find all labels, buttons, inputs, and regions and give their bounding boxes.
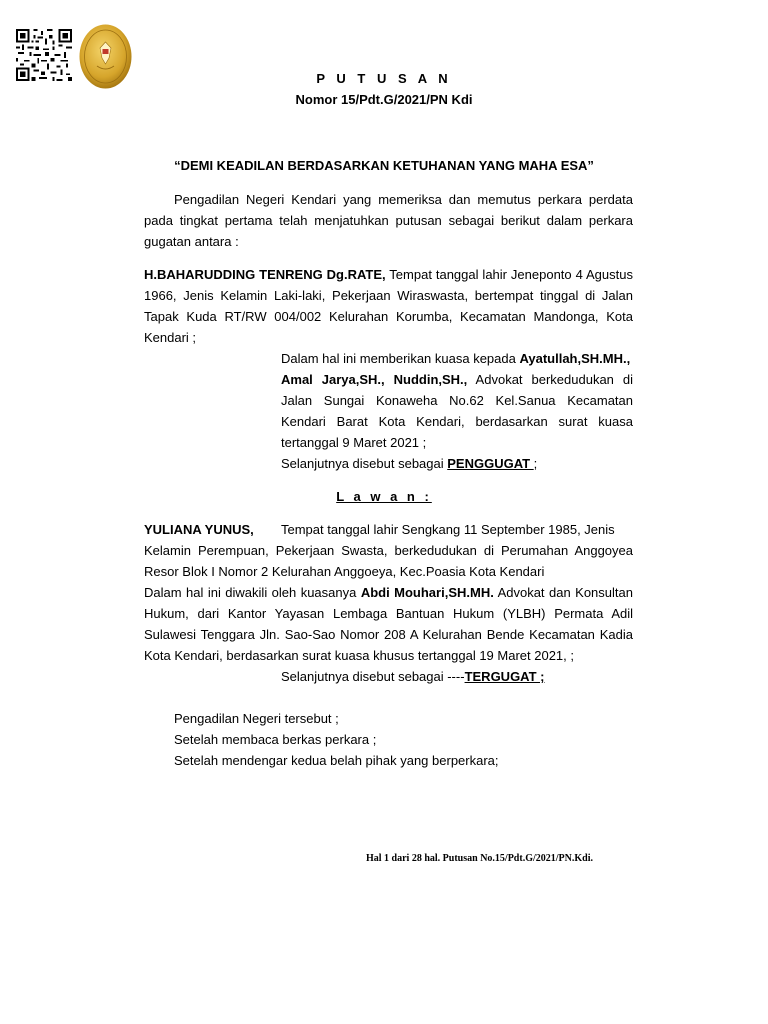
defendant-counsel-line: Dalam hal ini diwakili oleh kuasanya Abdi Mouhari,SH.MH. Advokat dan Konsultan [144,585,633,600]
defendant-alias-line: Selanjutnya disebut sebagai ----TERGUGAT ; [281,669,545,684]
defendant-counsel-line: Hukum, dari Kantor Yayasan Lembaga Bantuan Hukum (YLBH) Permata Adil [144,606,633,621]
irah-irah-heading: “DEMI KEADILAN BERDASARKAN KETUHANAN YANG MAHA ESA” [174,158,594,173]
plaintiff-counsel-paragraph [281,348,633,474]
plaintiff-counsel-line: Amal Jarya,SH., Nuddin,SH., Advokat berkedudukan di [281,372,633,387]
plaintiff-counsel-line: tertanggal 9 Maret 2021 ; [281,435,427,450]
closing-line: Setelah membaca berkas perkara ; [174,732,377,747]
defendant-counsel-line: Sulawesi Tenggara Jln. Sao-Sao Nomor 208 A Kelurahan Bende Kecamatan Kadia [144,627,633,642]
counsel-name: Ayatullah,SH.MH., [519,351,631,366]
plaintiff-paragraph [144,264,633,348]
defendant-line: Kelamin Perempuan, Pekerjaan Swasta, berkedudukan di Perumahan Anggoyea [144,543,633,558]
intro-line: Pengadilan Negeri Kendari yang memeriksa dan memutus perkara perdata [174,192,633,207]
defendant-first-line: YULIANA YUNUS, Tempat tanggal lahir Sengkang 11 September 1985, Jenis [144,519,633,540]
closing-line: Setelah mendengar kedua belah pihak yang berperkara; [174,753,499,768]
page-footer: Hal 1 dari 28 hal. Putusan No.15/Pdt.G/2021/PN.Kdi. [366,853,593,864]
defendant-paragraph [144,519,633,666]
plaintiff-line: Tapak Kuda RT/RW 004/002 Kelurahan Korumba, Kecamatan Mandonga, Kota [144,309,633,324]
plaintiff-line: 1966, Jenis Kelamin Laki-laki, Pekerjaan Wiraswasta, bertempat tinggal di Jalan [144,288,633,303]
intro-paragraph [144,189,633,252]
defendant-name: YULIANA YUNUS, [144,522,254,537]
case-number: Nomor 15/Pdt.G/2021/PN Kdi [295,92,473,107]
intro-line: pada tingkat pertama telah menjatuhkan putusan sebagai berikut dalam perkara [144,213,633,228]
plaintiff-alias: PENGGUGAT [447,456,534,471]
plaintiff-counsel-line: Jalan Sungai Konaweha No.62 Kel.Sanua Kecamatan [281,393,633,408]
plaintiff-first-line: H.BAHARUDDING TENRENG Dg.RATE, Tempat tanggal lahir Jeneponto 4 Agustus [144,267,633,282]
defendant-line: Resor Blok I Nomor 2 Kelurahan Anggoeya, Kec.Poasia Kota Kendari [144,564,545,579]
lawan-heading: L a w a n : [336,489,432,504]
plaintiff-alias-line: Selanjutnya disebut sebagai PENGGUGAT ; [281,456,538,471]
defendant-alias: TERGUGAT ; [464,669,545,684]
closing-line: Pengadilan Negeri tersebut ; [174,711,339,726]
plaintiff-counsel-line: Kendari Barat Kota Kendari, berdasarkan surat kuasa [281,414,633,429]
intro-line: gugatan antara : [144,234,239,249]
defendant-counsel-line: Kota Kendari, berdasarkan surat kuasa khusus tertanggal 19 Maret 2021, ; [144,648,574,663]
counsel-name: Abdi Mouhari,SH.MH. [360,585,494,600]
document-title: P U T U S A N [316,71,452,86]
plaintiff-name: H.BAHARUDDING TENRENG Dg.RATE, [144,267,386,282]
plaintiff-line: Kendari ; [144,330,197,345]
counsel-name: Amal Jarya,SH., Nuddin,SH., [281,372,468,387]
plaintiff-counsel-line: Dalam hal ini memberikan kuasa kepada Ayatullah,SH.MH., [281,351,631,366]
